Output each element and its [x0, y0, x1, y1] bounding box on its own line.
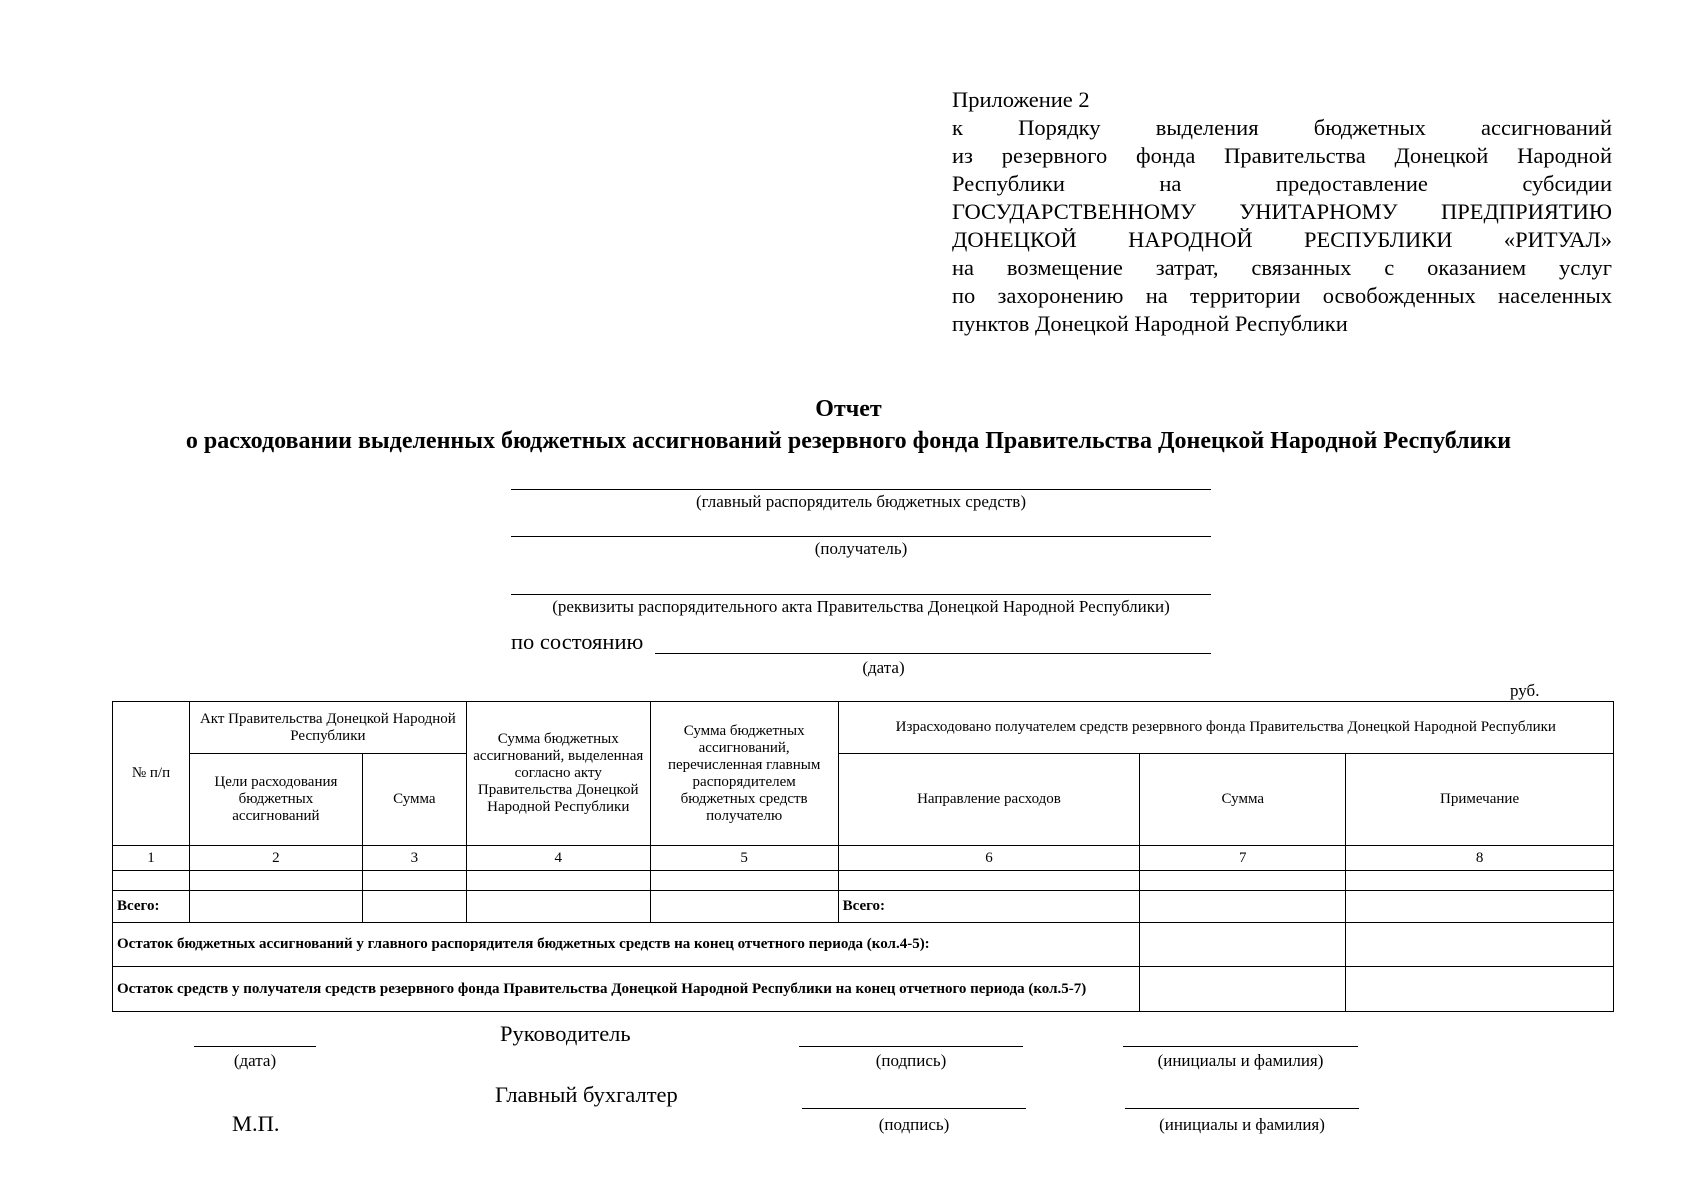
head-signature-line	[799, 1046, 1023, 1047]
as-of-date-caption: (дата)	[862, 658, 905, 677]
appendix-line: ГОСУДАРСТВЕННОМУ УНИТАРНОМУ ПРЕДПРИЯТИЮ	[952, 199, 1612, 224]
appendix-line: пунктов Донецкой Народной Республики	[952, 311, 1348, 336]
column-number: 4	[466, 846, 650, 871]
table-cell[interactable]	[113, 871, 190, 891]
date-sign-caption: (дата)	[233, 1051, 277, 1070]
table-cell[interactable]	[838, 871, 1140, 891]
table-cell[interactable]	[1140, 923, 1346, 967]
accountant-label: Главный бухгалтер	[495, 1082, 678, 1107]
column-number-row	[113, 846, 1614, 871]
appendix-line: Республики на предоставление субсидии	[952, 171, 1612, 196]
total-label: Всего:	[113, 891, 190, 923]
remainder-recipient-row	[113, 967, 1614, 1012]
column-number: 1	[113, 846, 190, 871]
header-goals: Цели расходования бюджетных ассигнований	[189, 754, 362, 846]
act-details-line	[511, 594, 1211, 595]
appendix-line: к Порядку выделения бюджетных ассигнований	[952, 115, 1612, 140]
report-title: Отчет	[815, 396, 882, 422]
remainder-manager-label: Остаток бюджетных ассигнований у главного распорядителя бюджетных средств на конец отчетного периода (кол.4-5):	[113, 923, 1140, 967]
column-number: 7	[1140, 846, 1346, 871]
recipient-caption: (получатель)	[814, 539, 908, 558]
as-of-date-line	[655, 653, 1211, 654]
table-cell[interactable]	[1140, 891, 1346, 923]
table-cell[interactable]	[1140, 871, 1346, 891]
accountant-name-line	[1125, 1108, 1359, 1109]
table-cell[interactable]	[650, 871, 838, 891]
accountant-signature-line	[802, 1108, 1026, 1109]
remainder-manager-row	[113, 923, 1614, 967]
header-transferred: Сумма бюджетных ассигнований, перечисленная главным распорядителем бюджетных средств получателю	[650, 702, 838, 846]
table-row	[113, 871, 1614, 891]
date-sign-line	[194, 1046, 316, 1047]
head-signature-caption: (подпись)	[875, 1051, 947, 1070]
recipient-line	[511, 536, 1211, 537]
report-subtitle: о расходовании выделенных бюджетных ассигнований резервного фонда Правительства Донецкой Народной Республики	[185, 428, 1512, 454]
appendix-line: Приложение 2	[952, 87, 1090, 112]
appendix-line: ДОНЕЦКОЙ НАРОДНОЙ РЕСПУБЛИКИ «РИТУАЛ»	[952, 227, 1612, 252]
report-table	[112, 701, 1614, 1012]
act-details-caption: (реквизиты распорядительного акта Правительства Донецкой Народной Республики)	[552, 597, 1170, 616]
header-act-sum: Сумма	[362, 754, 466, 846]
total-row	[113, 891, 1614, 923]
head-label: Руководитель	[500, 1021, 631, 1046]
table-cell[interactable]	[1140, 967, 1346, 1012]
stamp-label: М.П.	[232, 1111, 280, 1136]
header-num: № п/п	[113, 702, 190, 846]
remainder-recipient-label: Остаток средств у получателя средств резервного фонда Правительства Донецкой Народной Республики на конец отчетного периода (кол.5-7)	[113, 967, 1140, 1012]
column-number: 5	[650, 846, 838, 871]
header-note: Примечание	[1346, 754, 1614, 846]
head-name-caption: (инициалы и фамилия)	[1157, 1051, 1324, 1070]
header-act: Акт Правительства Донецкой Народной Республики	[189, 702, 466, 754]
table-cell[interactable]	[1346, 923, 1614, 967]
appendix-line: на возмещение затрат, связанных с оказанием услуг	[952, 255, 1612, 280]
accountant-name-caption: (инициалы и фамилия)	[1159, 1115, 1325, 1134]
column-number: 3	[362, 846, 466, 871]
as-of-label: по состоянию	[511, 629, 644, 654]
table-cell[interactable]	[1346, 967, 1614, 1012]
appendix-line: из резервного фонда Правительства Донецкой Народной	[952, 143, 1612, 168]
table-cell[interactable]	[466, 891, 650, 923]
appendix-line: по захоронению на территории освобожденных населенных	[952, 283, 1612, 308]
main-manager-line	[511, 489, 1211, 490]
table-cell[interactable]	[189, 871, 362, 891]
table-cell[interactable]	[362, 871, 466, 891]
table-cell[interactable]	[189, 891, 362, 923]
header-direction: Направление расходов	[838, 754, 1140, 846]
column-number: 8	[1346, 846, 1614, 871]
head-name-line	[1123, 1046, 1358, 1047]
accountant-signature-caption: (подпись)	[878, 1115, 950, 1134]
main-manager-caption: (главный распорядитель бюджетных средств)	[696, 492, 1026, 511]
table-cell[interactable]	[1346, 871, 1614, 891]
table-cell[interactable]	[650, 891, 838, 923]
header-spent: Израсходовано получателем средств резервного фонда Правительства Донецкой Народной Республики	[838, 702, 1613, 754]
table-cell[interactable]	[466, 871, 650, 891]
appendix-block	[952, 86, 1612, 338]
header-allocated: Сумма бюджетных ассигнований, выделенная согласно акту Правительства Донецкой Народной Республики	[466, 702, 650, 846]
column-number: 6	[838, 846, 1140, 871]
table-cell[interactable]	[362, 891, 466, 923]
currency-label: руб.	[1510, 681, 1540, 700]
total-label-spent: Всего:	[838, 891, 1140, 923]
table-cell[interactable]	[1346, 891, 1614, 923]
header-spent-sum: Сумма	[1140, 754, 1346, 846]
column-number: 2	[189, 846, 362, 871]
